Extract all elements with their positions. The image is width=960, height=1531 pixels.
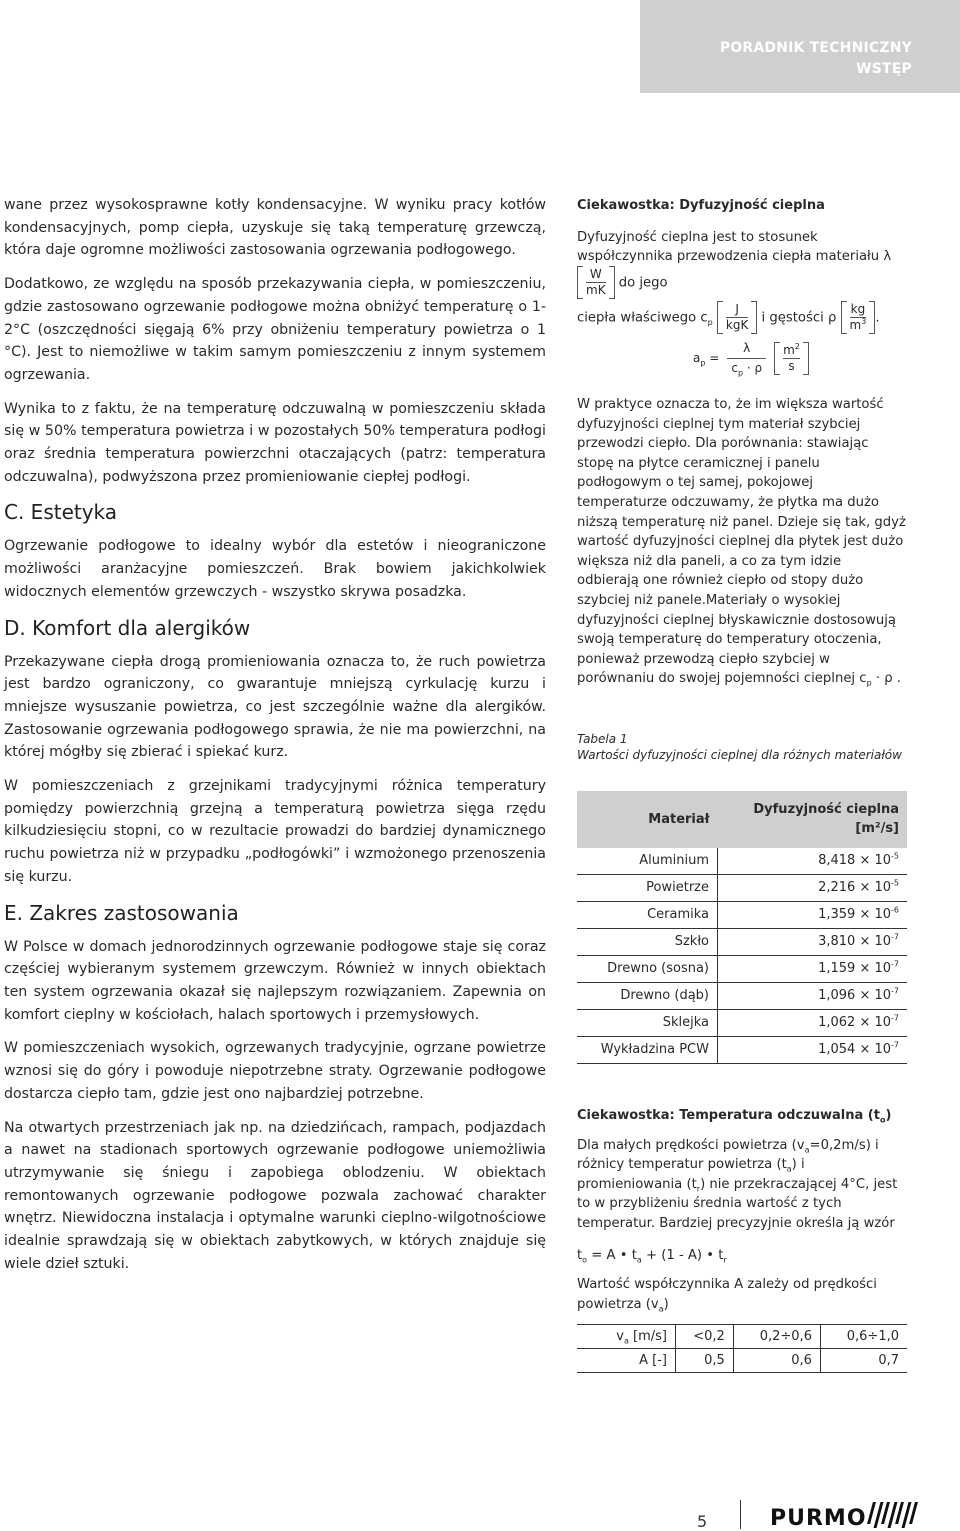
table-row: Wykładzina PCW $1,054 \times 10^{-7}$ bbox=[577, 1037, 907, 1064]
box-title: Ciekawostka: Dyfuzyjność cieplna bbox=[577, 198, 825, 213]
table-header-row bbox=[577, 791, 907, 848]
paragraph: Przekazywane ciepła drogą promieniowania oznacza to, że ruch powietrza jest bardzo ograniczony, co gwarantuje mniejszą cyrkulację kurzu i mniejsze wysuszanie powietrza, co jest szczególnie ważne dla alergików. Zastosowanie ogrzewania podłogowego sprawia, że nie ma powierzchni, na której mógłby się zbierać i spiekać kurz. bbox=[4, 653, 546, 761]
box-intro-line2: ciepła właściwego $c_p$ $\frac{J}{\text{kgK}}$ i gęstości ρ $\frac{kg}{m^3}$ . bbox=[577, 301, 880, 332]
brand-logo: PURMO bbox=[770, 1506, 867, 1531]
perceived-temp-formula: $t_o = A$ • $t_a + (1 - A)$ • $t_r$ bbox=[577, 1247, 727, 1265]
table-row: Aluminium $8,418 \times 10^{-5}$ bbox=[577, 848, 907, 875]
paragraph: W pomieszczeniach z grzejnikami tradycyjnymi różnica temperatury pomiędzy powierzchnią grzejną a temperaturą powietrza sięga rzędu kilkudziesięciu stopni, co w rezultacie prowadzi do bardziej dynamicznego ruchu powietrza niż w przypadku „podłogówki” i wzmożonego przenoszenia się kurzu. bbox=[4, 778, 546, 885]
box-body: W praktyce oznacza to, że im większa wartość dyfuzyjności cieplnej tym materiał szybciej przewodzi ciepło. Dla porównania: stawiając stopę na płytce ceramicznej i panelu podłogowym o tej samej, pokojowej temperaturze odczuwamy, że płytka ma dużo niższą temperaturę niż panel. Dzieje się tak, gdyż wartość dyfuzyjności cieplnej dla płytek jest dużo większa niż dla paneli, a co za tym idzie odbierają one również ciepło od stopy dużo szybciej niż panele.Materiały o wysokiej dyfuzyjności cieplnej błyskawicznie dostosowują swoją temperaturę do temperatury otoczenia, ponieważ przewodzą ciepło szybciej w porównaniu do swojej pojemności cieplnej $c_p \cdot \rho$ . bbox=[577, 396, 906, 688]
table-header: Dyfuzyjność cieplna [m²/s] bbox=[718, 791, 908, 848]
diffusivity-formula: $a_p$ = $\frac{\lambda}{c_p \cdot \rho}$ $\frac{m^2}{s}$ bbox=[693, 339, 907, 379]
unit-bracket: $\frac{J}{\text{kgK}}$ bbox=[717, 302, 757, 333]
paragraph: Na otwartych przestrzeniach jak np. na dziedzińcach, rampach, podjazdach a nawet na stadionach sportowych ogrzewanie podłogowe uniemożliwia utrzymywanie się śniegu i zapobiega oblodzeniu. W obiektach remontowanych ogrzewanie podłogowe pozwala zachować charakter wnętrz. Niewidoczna instalacja i optymalne warunki cieplno-wilgotnościowe idealnie sprawdzają się w obiektach zabytkowych, w których znajduje się wiele dzieł sztuki. bbox=[4, 1119, 546, 1272]
table-row: A [-] 0,5 0,6 0,7 bbox=[577, 1349, 907, 1373]
box-intro: Dyfuzyjność cieplna jest to stosunek współczynnika przewodzenia ciepła materiału λ $\frac{W}{mK}$ do jego bbox=[577, 229, 892, 297]
formula-fraction: $\frac{\lambda}{c_p \cdot \rho}$ bbox=[727, 339, 766, 379]
table-row: $v_a$ [m/s] <0,2 0,2÷0,6 0,6÷1,0 bbox=[577, 1325, 907, 1349]
table-row: Sklejka $1,062 \times 10^{-7}$ bbox=[577, 1010, 907, 1037]
header-banner bbox=[640, 0, 960, 93]
paragraph: W Polsce w domach jednorodzinnych ogrzewanie podłogowe staje się coraz częściej wybieranym systemem grzewczym. Również w innych obiektach ten system ogrzewania okazał się najlepszym rozwiązaniem. Zapewnia on komfort cieplny w kościołach, halach sportowych i przemysłowych. bbox=[4, 938, 546, 1023]
section-heading-c: C. Estetyka bbox=[4, 500, 118, 525]
paragraph: W pomieszczeniach wysokich, ogrzewanych tradycyjnie, ogrzane powietrze wznosi się do góry i powoduje niepotrzebne straty. Ogrzewanie podłogowe dostarcza ciepło tam, gdzie jest ono najbardziej potrzebne. bbox=[4, 1040, 546, 1102]
header-subtitle: WSTĘP bbox=[856, 61, 912, 77]
logo-mark-icon bbox=[870, 1502, 915, 1528]
table-row: Powietrze $2,216 \times 10^{-5}$ bbox=[577, 875, 907, 902]
paragraph: Wynika to z faktu, że na temperaturę odczuwalną w pomieszczeniu składa się w 50% temperatura powietrza i w pozostałych 50% temperatura podłogi oraz średnia temperatura powierzchni otaczających (patrz: temperatura odczuwalna), podwyższona przez promieniowanie ciepłej podłogi. bbox=[4, 400, 546, 485]
footer-divider bbox=[740, 1500, 741, 1529]
header-title: PORADNIK TECHNICZNY bbox=[719, 40, 912, 56]
table-row: Drewno (dąb) $1,096 \times 10^{-7}$ bbox=[577, 983, 907, 1010]
table-row: Drewno (sosna) $1,159 \times 10^{-7}$ bbox=[577, 956, 907, 983]
box-title: Ciekawostka: Temperatura odczuwalna $(t_o)$ bbox=[577, 1108, 892, 1125]
unit-bracket: $\frac{W}{mK}$ bbox=[577, 267, 615, 298]
section-heading-e: E. Zakres zastosowania bbox=[4, 900, 239, 925]
table-row: Szkło $3,810 \times 10^{-7}$ bbox=[577, 929, 907, 956]
section-heading-d: D. Komfort dla alergików bbox=[4, 615, 251, 640]
paragraph: Dodatkowo, ze względu na sposób przekazywania ciepła, w pomieszczeniu, gdzie zastosowano ogrzewanie podłogowe można obniżyć temperaturę o 1-2°C (oszczędności sięgają 6% przy obniżeniu temperatury powietrza o 1 °C). Jest to niemożliwe w takim samym pomieszczeniu z innym systemem ogrzewania. bbox=[4, 276, 546, 383]
box-body: Wartość współczynnika A zależy od prędkości powietrza $(v_a)$ bbox=[577, 1277, 877, 1314]
coefficient-table bbox=[577, 1324, 907, 1373]
table-row: Ceramika $1,359 \times 10^{-6}$ bbox=[577, 902, 907, 929]
box-body: Dla małych prędkości powietrza $(v_a=0,2m/s)$ i różnicy temperatur powietrza $(t_a)$ i promieniowania $(t_r)$ nie przekraczającej 4°C, jest to w przybliżeniu średnia wartość z tych temperatur. Bardziej precyzyjnie określa ją wzór bbox=[577, 1137, 898, 1232]
left-column bbox=[4, 194, 546, 1286]
paragraph: wane przez wysokosprawne kotły kondensacyjne. W wyniku pracy kotłów kondensacyjnych, pomp ciepła, uzyskuje się taką temperaturę grzewczą, która daje ogromne możliwości zastosowania ogrzewania podłogowego. bbox=[4, 197, 546, 259]
table-label: Tabela 1 bbox=[577, 731, 628, 746]
paragraph: Ogrzewanie podłogowe to idealny wybór dla estetów i nieograniczone możliwości aranżacyjne pomieszczeń. Brak bowiem jakichkolwiek widocznych elementów grzewczych - wszystko skrywa posadzka. bbox=[4, 538, 546, 600]
diffusivity-table bbox=[577, 791, 907, 1064]
unit-bracket: $\frac{m^2}{s}$ bbox=[774, 343, 809, 374]
page-number: 5 bbox=[697, 1512, 708, 1531]
right-column bbox=[577, 196, 907, 1373]
unit-bracket: $\frac{kg}{m^3}$ bbox=[841, 302, 876, 333]
table-caption: Wartości dyfuzyjności cieplnej dla różnych materiałów bbox=[577, 747, 902, 762]
table-header: Materiał bbox=[577, 791, 718, 848]
